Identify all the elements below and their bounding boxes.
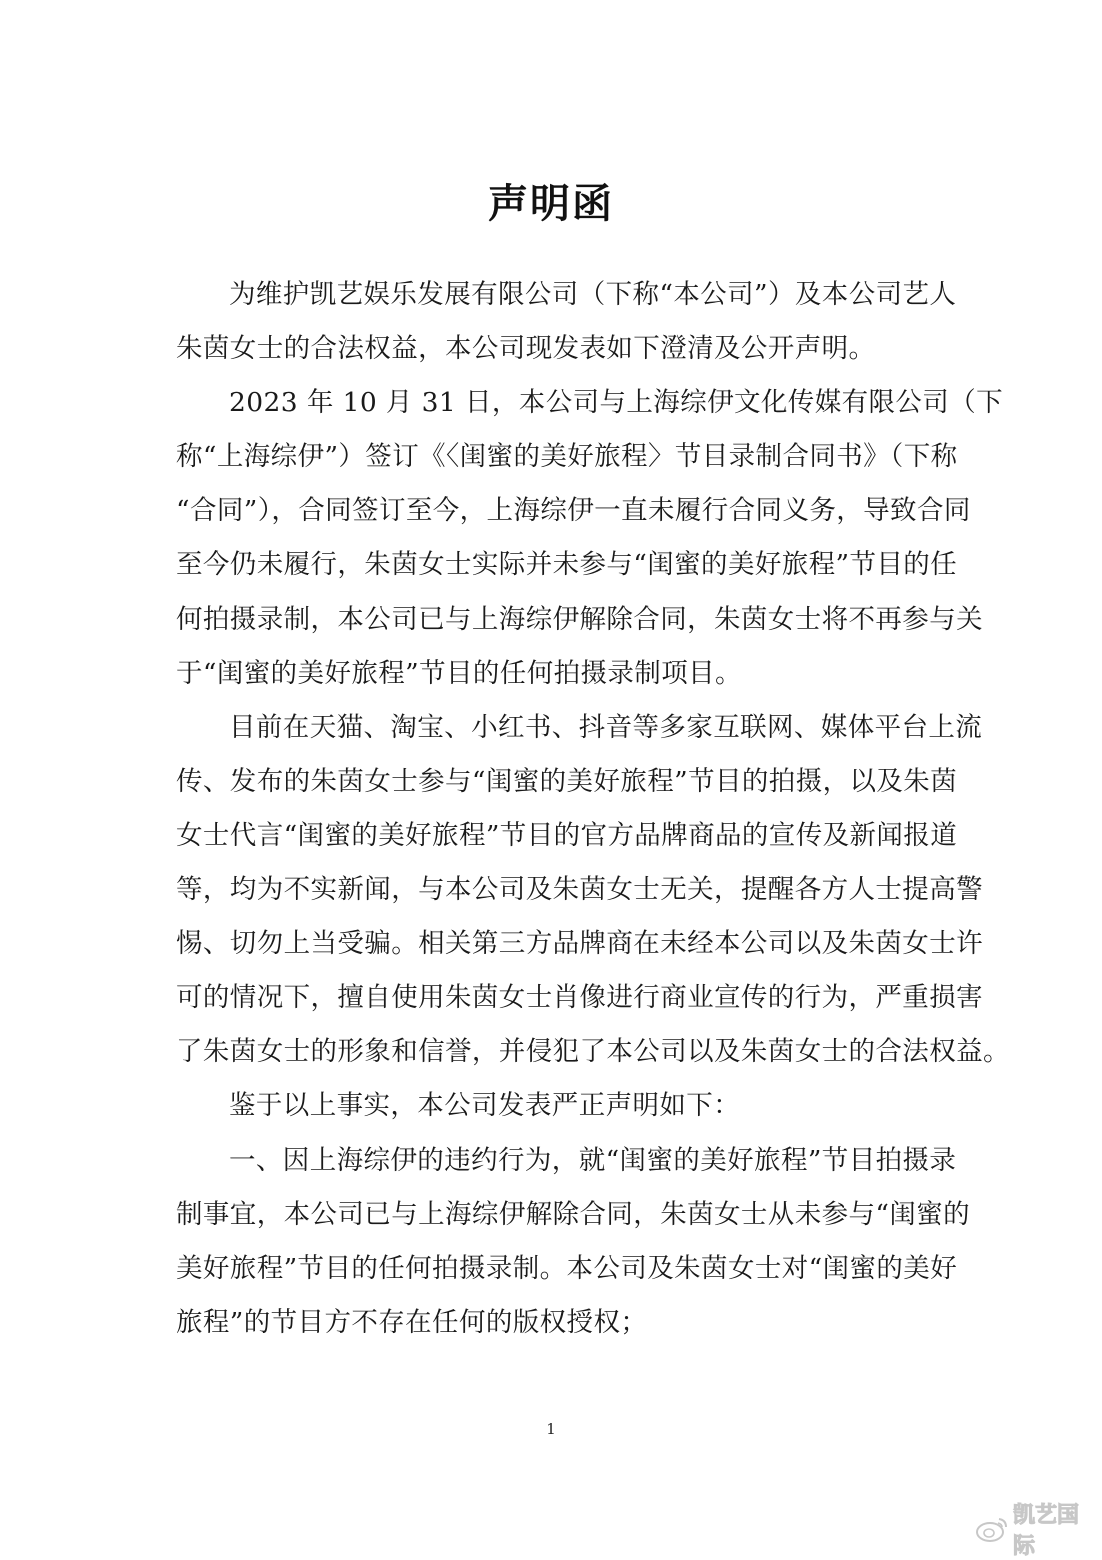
page-title: 声明函 [488, 181, 614, 227]
paragraph-intro [176, 268, 976, 376]
paragraph-contract [176, 376, 1003, 701]
text-line: 至今仍未履行，朱茵女士实际并未参与“闺蜜的美好旅程”节目的任 [176, 549, 958, 581]
text-line: 目前在天猫、淘宝、小红书、抖音等多家互联网、媒体平台上流 [229, 711, 983, 743]
text-line: 何拍摄录制，本公司已与上海综伊解除合同，朱茵女士将不再参与关 [176, 603, 983, 635]
text-line: 2023 年 10 月 31 日，本公司与上海综伊文化传媒有限公司（下 [229, 387, 1003, 419]
text-line: 于“闺蜜的美好旅程”节目的任何拍摄录制项目。 [176, 657, 742, 689]
text-line: 了朱茵女士的形象和信誉，并侵犯了本公司以及朱茵女士的合法权益。 [176, 1036, 1010, 1068]
text-line: 惕、切勿上当受骗。相关第三方品牌商在未经本公司以及朱茵女士许 [176, 928, 983, 960]
text-line: 等，均为不实新闻，与本公司及朱茵女士无关，提醒各方人士提高警 [176, 874, 983, 906]
text-line: 制事宜，本公司已与上海综伊解除合同，朱茵女士从未参与“闺蜜的 [176, 1198, 971, 1230]
text-line: 旅程”的节目方不存在任何的版权授权； [176, 1306, 648, 1338]
paragraph-point-one [176, 1134, 976, 1350]
text-line: 传、发布的朱茵女士参与“闺蜜的美好旅程”节目的拍摄，以及朱茵 [176, 765, 958, 797]
text-line: 朱茵女士的合法权益，本公司现发表如下澄清及公开声明。 [176, 333, 876, 365]
text-line: 为维护凯艺娱乐发展有限公司（下称“本公司”）及本公司艺人 [229, 279, 957, 310]
text-line: “合同”），合同签订至今，上海综伊一直未履行合同义务，导致合同 [176, 495, 971, 527]
watermark-text: 凯艺国际 [1013, 1503, 1080, 1559]
weibo-logo-icon [975, 1515, 1009, 1543]
paragraph-statement-intro [176, 1079, 976, 1133]
paragraph-false-news [176, 701, 1010, 1080]
document-body [176, 268, 1010, 1350]
text-line: 称“上海综伊”）签订《〈闺蜜的美好旅程〉节目录制合同书》（下称 [176, 441, 958, 473]
text-line: 可的情况下，擅自使用朱茵女士肖像进行商业宣传的行为，严重损害 [176, 982, 983, 1014]
text-line: 美好旅程”节目的任何拍摄录制。本公司及朱茵女士对“闺蜜的美好 [176, 1252, 958, 1284]
watermark [975, 1503, 1090, 1559]
text-line: 一、因上海综伊的违约行为，就“闺蜜的美好旅程”节目拍摄录 [229, 1144, 957, 1176]
text-line: 鉴于以上事实，本公司发表严正声明如下： [229, 1090, 741, 1122]
text-line: 女士代言“闺蜜的美好旅程”节目的官方品牌商品的宣传及新闻报道 [176, 819, 958, 851]
page-number: 1 [546, 1420, 556, 1438]
